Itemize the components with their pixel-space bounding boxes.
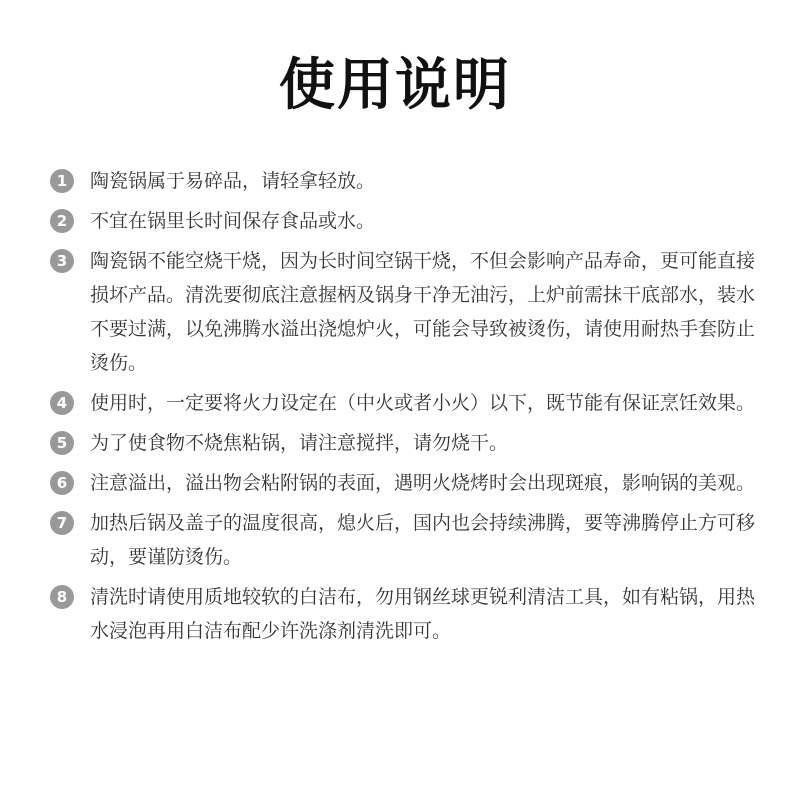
list-item: [50, 580, 760, 648]
item-text: 陶瓷锅不能空烧干烧，因为长时间空锅干烧，不但会影响产品寿命，更可能直接损坏产品。清洗要彻底注意握柄及锅身干净无油污，上炉前需抹干底部水，装水不要过满，以免沸腾水溢出浇熄炉火，可能会导致被烫伤，请使用耐热手套防止烫伤。: [90, 250, 756, 374]
page-title: 使用说明: [279, 53, 511, 118]
list-item: [50, 506, 760, 574]
list-item: [50, 386, 760, 420]
number-badge: 6: [50, 471, 74, 495]
list-item: [50, 204, 760, 238]
number-badge: 1: [50, 169, 74, 193]
number-badge: 3: [50, 249, 74, 273]
item-text: 清洗时请使用质地较软的白洁布，勿用钢丝球更锐利清洁工具，如有粘锅，用热水浸泡再用白洁布配少许洗涤剂清洗即可。: [90, 586, 756, 642]
list-item: [50, 466, 760, 500]
item-text: 陶瓷锅属于易碎品，请轻拿轻放。: [90, 170, 376, 192]
number-badge: 4: [50, 391, 74, 415]
instruction-list: [50, 164, 760, 654]
number-badge: 8: [50, 585, 74, 609]
list-item: [50, 426, 760, 460]
number-badge: 2: [50, 209, 74, 233]
item-text: 为了使食物不烧焦粘锅，请注意搅拌，请勿烧干。: [90, 432, 509, 454]
item-text: 使用时，一定要将火力设定在（中火或者小火）以下，既节能有保证烹饪效果。: [90, 392, 756, 414]
list-item: [50, 244, 760, 380]
item-text: 加热后锅及盖子的温度很高，熄火后，国内也会持续沸腾，要等沸腾停止方可移动，要谨防烫伤。: [90, 512, 756, 568]
item-text: 不宜在锅里长时间保存食品或水。: [90, 210, 376, 232]
number-badge: 5: [50, 431, 74, 455]
item-text: 注意溢出，溢出物会粘附锅的表面，遇明火烧烤时会出现斑痕，影响锅的美观。: [90, 472, 756, 494]
number-badge: 7: [50, 511, 74, 535]
list-item: [50, 164, 760, 198]
